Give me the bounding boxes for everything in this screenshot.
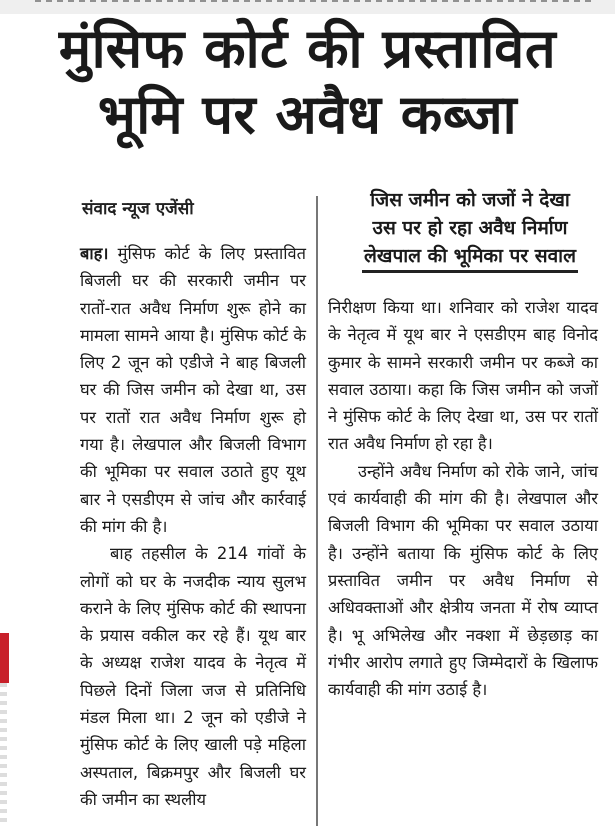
left-paragraph-1-text: मुंसिफ कोर्ट के लिए प्रस्तावित बिजली घर की सरकारी जमीन पर रातों-रात अवैध निर्माण शुरू होने का मामला सामने आया है। मुंसिफ कोर्ट के लिए 2 जून को एडीजे ने बाह बिजली घर की जिस जमीन को देखा था, उस पर रातों रात अवैध निर्माण शुरू हो गया है। लेखपाल और बिजली विभाग की भूमिका पर सवाल उठाते हुए यूथ बार ने एसडीएम से जांच और कार्रवाई की मांग की है। [80, 244, 306, 536]
headline-line-2: भूमि पर अवैध कब्जा [97, 83, 518, 146]
right-column [328, 294, 598, 703]
headline [0, 16, 615, 148]
byline: संवाद न्यूज एजेंसी [82, 199, 194, 219]
right-paragraph-1: निरीक्षण किया था। शनिवार को राजेश यादव के नेतृत्व में यूथ बार ने एसडीएम बाह विनोद कुमार के सामने सरकारी जमीन पर कब्जे का सवाल उठाया। कहा कि जिस जमीन को जजों ने मुंसिफ कोर्ट के लिए देखा था, उस पर रातों रात अवैध निर्माण हो रहा है। [328, 298, 598, 454]
subheading-line-3: लेखपाल की भूमिका पर सवाल [362, 242, 578, 273]
dateline: बाह। [80, 244, 109, 263]
left-column [80, 240, 306, 813]
left-paragraph-2: बाह तहसील के 214 गांवों के लोगों को घर के नजदीक न्याय सुलभ कराने के लिए मुंसिफ कोर्ट की स्थापना के प्रयास वकील कर रहे हैं। यूथ बार के अध्यक्ष राजेश यादव के नेतृत्व में पिछले दिनों जिला जज से प्रतिनिधि मंडल मिला था। 2 जून को एडीजे ने मुंसिफ कोर्ट के लिए खाली पड़े महिला अस्पताल, बिक्रमपुर और बिजली घर की जमीन का स्थलीय [80, 544, 306, 809]
subheading [328, 186, 612, 273]
left-paragraph-1 [80, 240, 306, 540]
subheading-line-2: उस पर हो रहा अवैध निर्माण [372, 217, 568, 239]
clipped-left-edge [0, 683, 7, 825]
subheading-line-1: जिस जमीन को जजों ने देखा [370, 189, 570, 211]
right-paragraph-2: उन्होंने अवैध निर्माण को रोके जाने, जांच एवं कार्यवाही की मांग की है। लेखपाल और बिजली विभाग की भूमिका पर सवाल उठाया है। उन्होंने बताया कि मुंसिफ कोर्ट के लिए प्रस्तावित जमीन पर अवैध निर्माण से अधिवक्ताओं और क्षेत्रीय जनता में रोष व्याप्त है। भू अभिलेख और नक्शा में छेड़छाड़ का गंभीर आरोप लगाते हुए जिम्मेदारों के खिलाफ कार्यवाही की मांग उठाई है। [328, 461, 598, 700]
red-margin-mark [0, 633, 9, 683]
clipped-previous-article [0, 0, 615, 14]
headline-line-1: मुंसिफ कोर्ट की प्रस्तावित [58, 17, 557, 80]
column-divider [316, 196, 318, 826]
